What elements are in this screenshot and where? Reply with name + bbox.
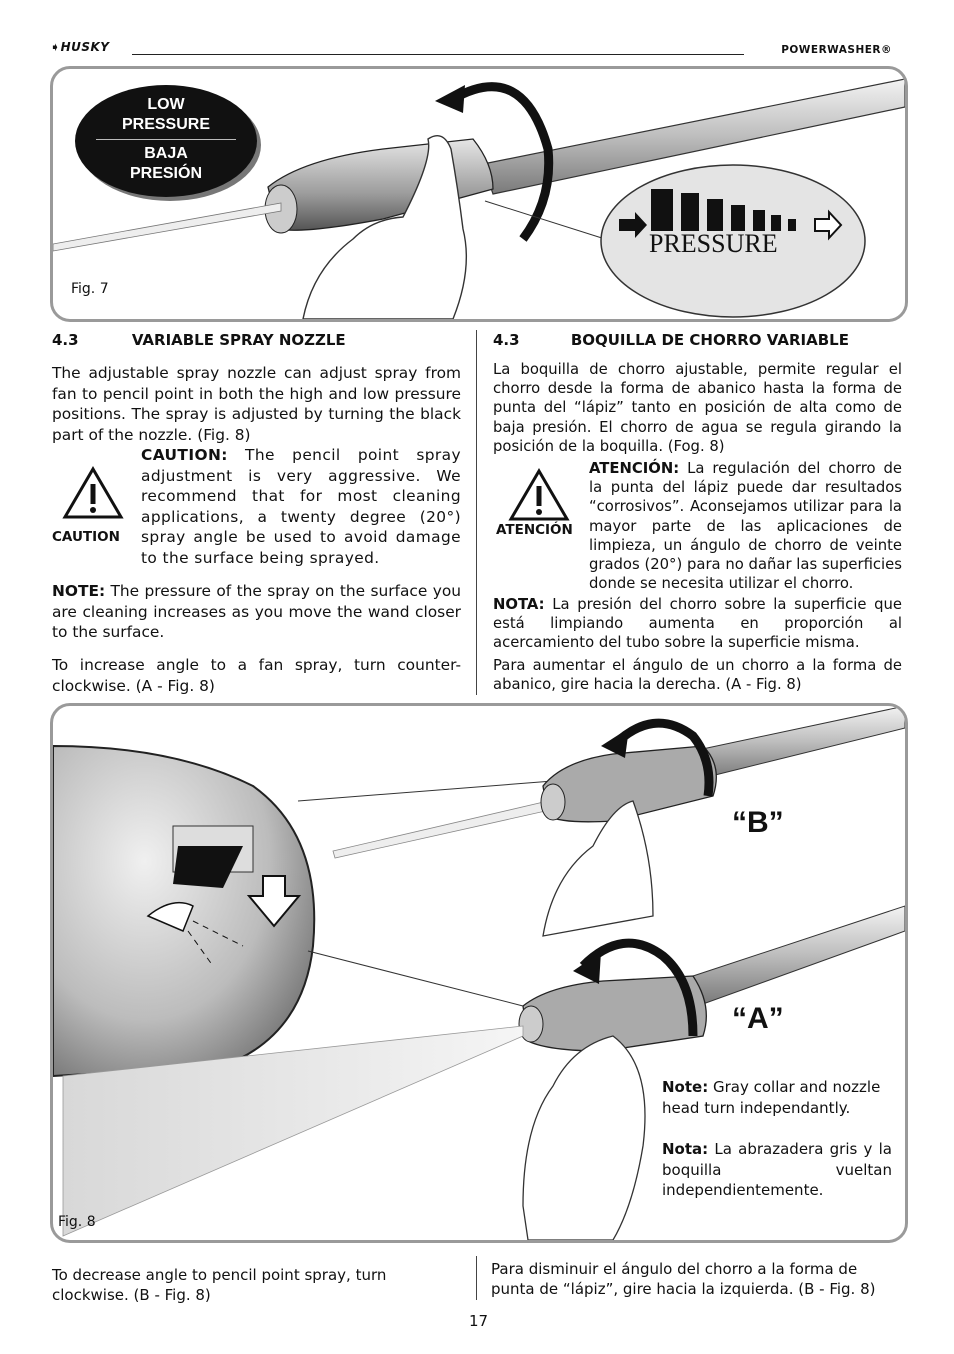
section-number: 4.3 xyxy=(493,331,520,349)
footer-text-en: To decrease angle to pencil point spray, turn clockwise. (B - Fig. 8) xyxy=(52,1266,387,1304)
figure-8-label: Fig. 8 xyxy=(58,1214,96,1230)
nota-lead: Nota: xyxy=(662,1140,709,1158)
note-lead: Note: xyxy=(662,1078,709,1096)
column-divider xyxy=(476,330,477,695)
footer-divider xyxy=(476,1256,477,1300)
label-b: “B” xyxy=(732,806,784,839)
figure-8-panel xyxy=(50,703,908,1243)
note-text: Gray collar and nozzle head turn independantly. xyxy=(662,1078,881,1117)
increase-paragraph-en: To increase angle to a fan spray, turn counter-clockwise. (A - Fig. 8) xyxy=(52,656,461,695)
section-heading-en xyxy=(52,331,346,349)
badge-line-3: BAJA xyxy=(144,145,188,162)
husky-logo-icon: ➧ xyxy=(50,40,61,54)
pressure-scale-label: PRESSURE xyxy=(649,229,778,258)
header-rule xyxy=(132,54,744,55)
note-text: The pressure of the spray on the surface you are cleaning increases as you move the wand closer to the surface. xyxy=(52,582,461,641)
figure-8-note-en xyxy=(662,1077,892,1118)
caution-paragraph-en xyxy=(141,445,461,568)
intro-paragraph-es: La boquilla de chorro ajustable, permite regular el chorro desde la forma de abanico hasta la forma de punta del “lápiz” tanto en posición de alta como de baja presión. El chorro de agua se regula girando la posición de la boquilla. (Fog. 8) xyxy=(493,361,902,455)
warning-triangle-icon xyxy=(508,468,570,522)
product-name: POWERWASHER® xyxy=(781,44,892,56)
caution-icon-label-en: CAUTION xyxy=(52,529,120,545)
figure-8-note-es xyxy=(662,1139,892,1201)
increase-paragraph-es: Para aumentar el ángulo de un chorro a la forma de abanico, gire hacia la derecha. (A - Fig. 8) xyxy=(493,657,902,694)
badge-line-1: LOW xyxy=(147,96,185,113)
caution-paragraph-es xyxy=(589,459,902,593)
caution-lead: ATENCIÓN: xyxy=(589,460,680,477)
note-lead: NOTA: xyxy=(493,596,545,613)
section-number: 4.3 xyxy=(52,331,79,349)
low-pressure-badge xyxy=(75,85,257,197)
brand-logo xyxy=(50,40,109,54)
page-number: 17 xyxy=(469,1312,489,1330)
note-lead: NOTE: xyxy=(52,582,106,600)
figure-7-panel xyxy=(50,66,908,322)
footer-text-es: Para disminuir el ángulo del chorro a la forma de punta de “lápiz”, gire hacia la izquierda. (B - Fig. 8) xyxy=(491,1260,876,1298)
label-a: “A” xyxy=(732,1002,784,1035)
caution-icon-en xyxy=(58,466,128,524)
caution-icon-es xyxy=(504,468,574,526)
caution-text: The pencil point spray adjustment is very aggressive. We recommend that for most cleaning applications, a twenty degree (20°) spray angle be used to avoid damage to the surface being sprayed. xyxy=(141,446,461,567)
section-heading-es xyxy=(493,331,849,349)
caution-text: La regulación del chorro de la punta del lápiz puede dar resultados “corrosivos”. Aconsejamos utilizar para la mayor parte de las aplicaciones de limpieza, un ángulo de chorro de veinte grados (20°) para no dañar las superficies donde se necesita utilizar el chorro. xyxy=(589,460,902,593)
caution-lead: CAUTION: xyxy=(141,446,228,464)
badge-line-4: PRESIÓN xyxy=(129,165,202,182)
badge-line-2: PRESSURE xyxy=(121,116,211,133)
note-text: La presión del chorro sobre la superficie que está limpiando aumenta en proporción al acercamiento del tubo sobre la superficie misma. xyxy=(493,596,902,652)
warning-triangle-icon xyxy=(62,466,124,520)
note-paragraph-es xyxy=(493,595,902,653)
nota-text: La abrazadera gris y la boquilla vueltan independientemente. xyxy=(662,1140,892,1199)
note-paragraph-en xyxy=(52,581,461,643)
intro-paragraph-en: The adjustable spray nozzle can adjust spray from fan to pencil point in both the high and low pressure positions. The spray is adjusted by turning the black part of the nozzle. (Fig. 8) xyxy=(52,364,461,444)
section-title: VARIABLE SPRAY NOZZLE xyxy=(131,331,346,349)
figure-7-label: Fig. 7 xyxy=(71,281,109,297)
section-title: BOQUILLA DE CHORRO VARIABLE xyxy=(570,331,849,349)
caution-icon-label-es: ATENCIÓN xyxy=(496,522,573,538)
brand-name: HUSKY xyxy=(60,40,110,54)
